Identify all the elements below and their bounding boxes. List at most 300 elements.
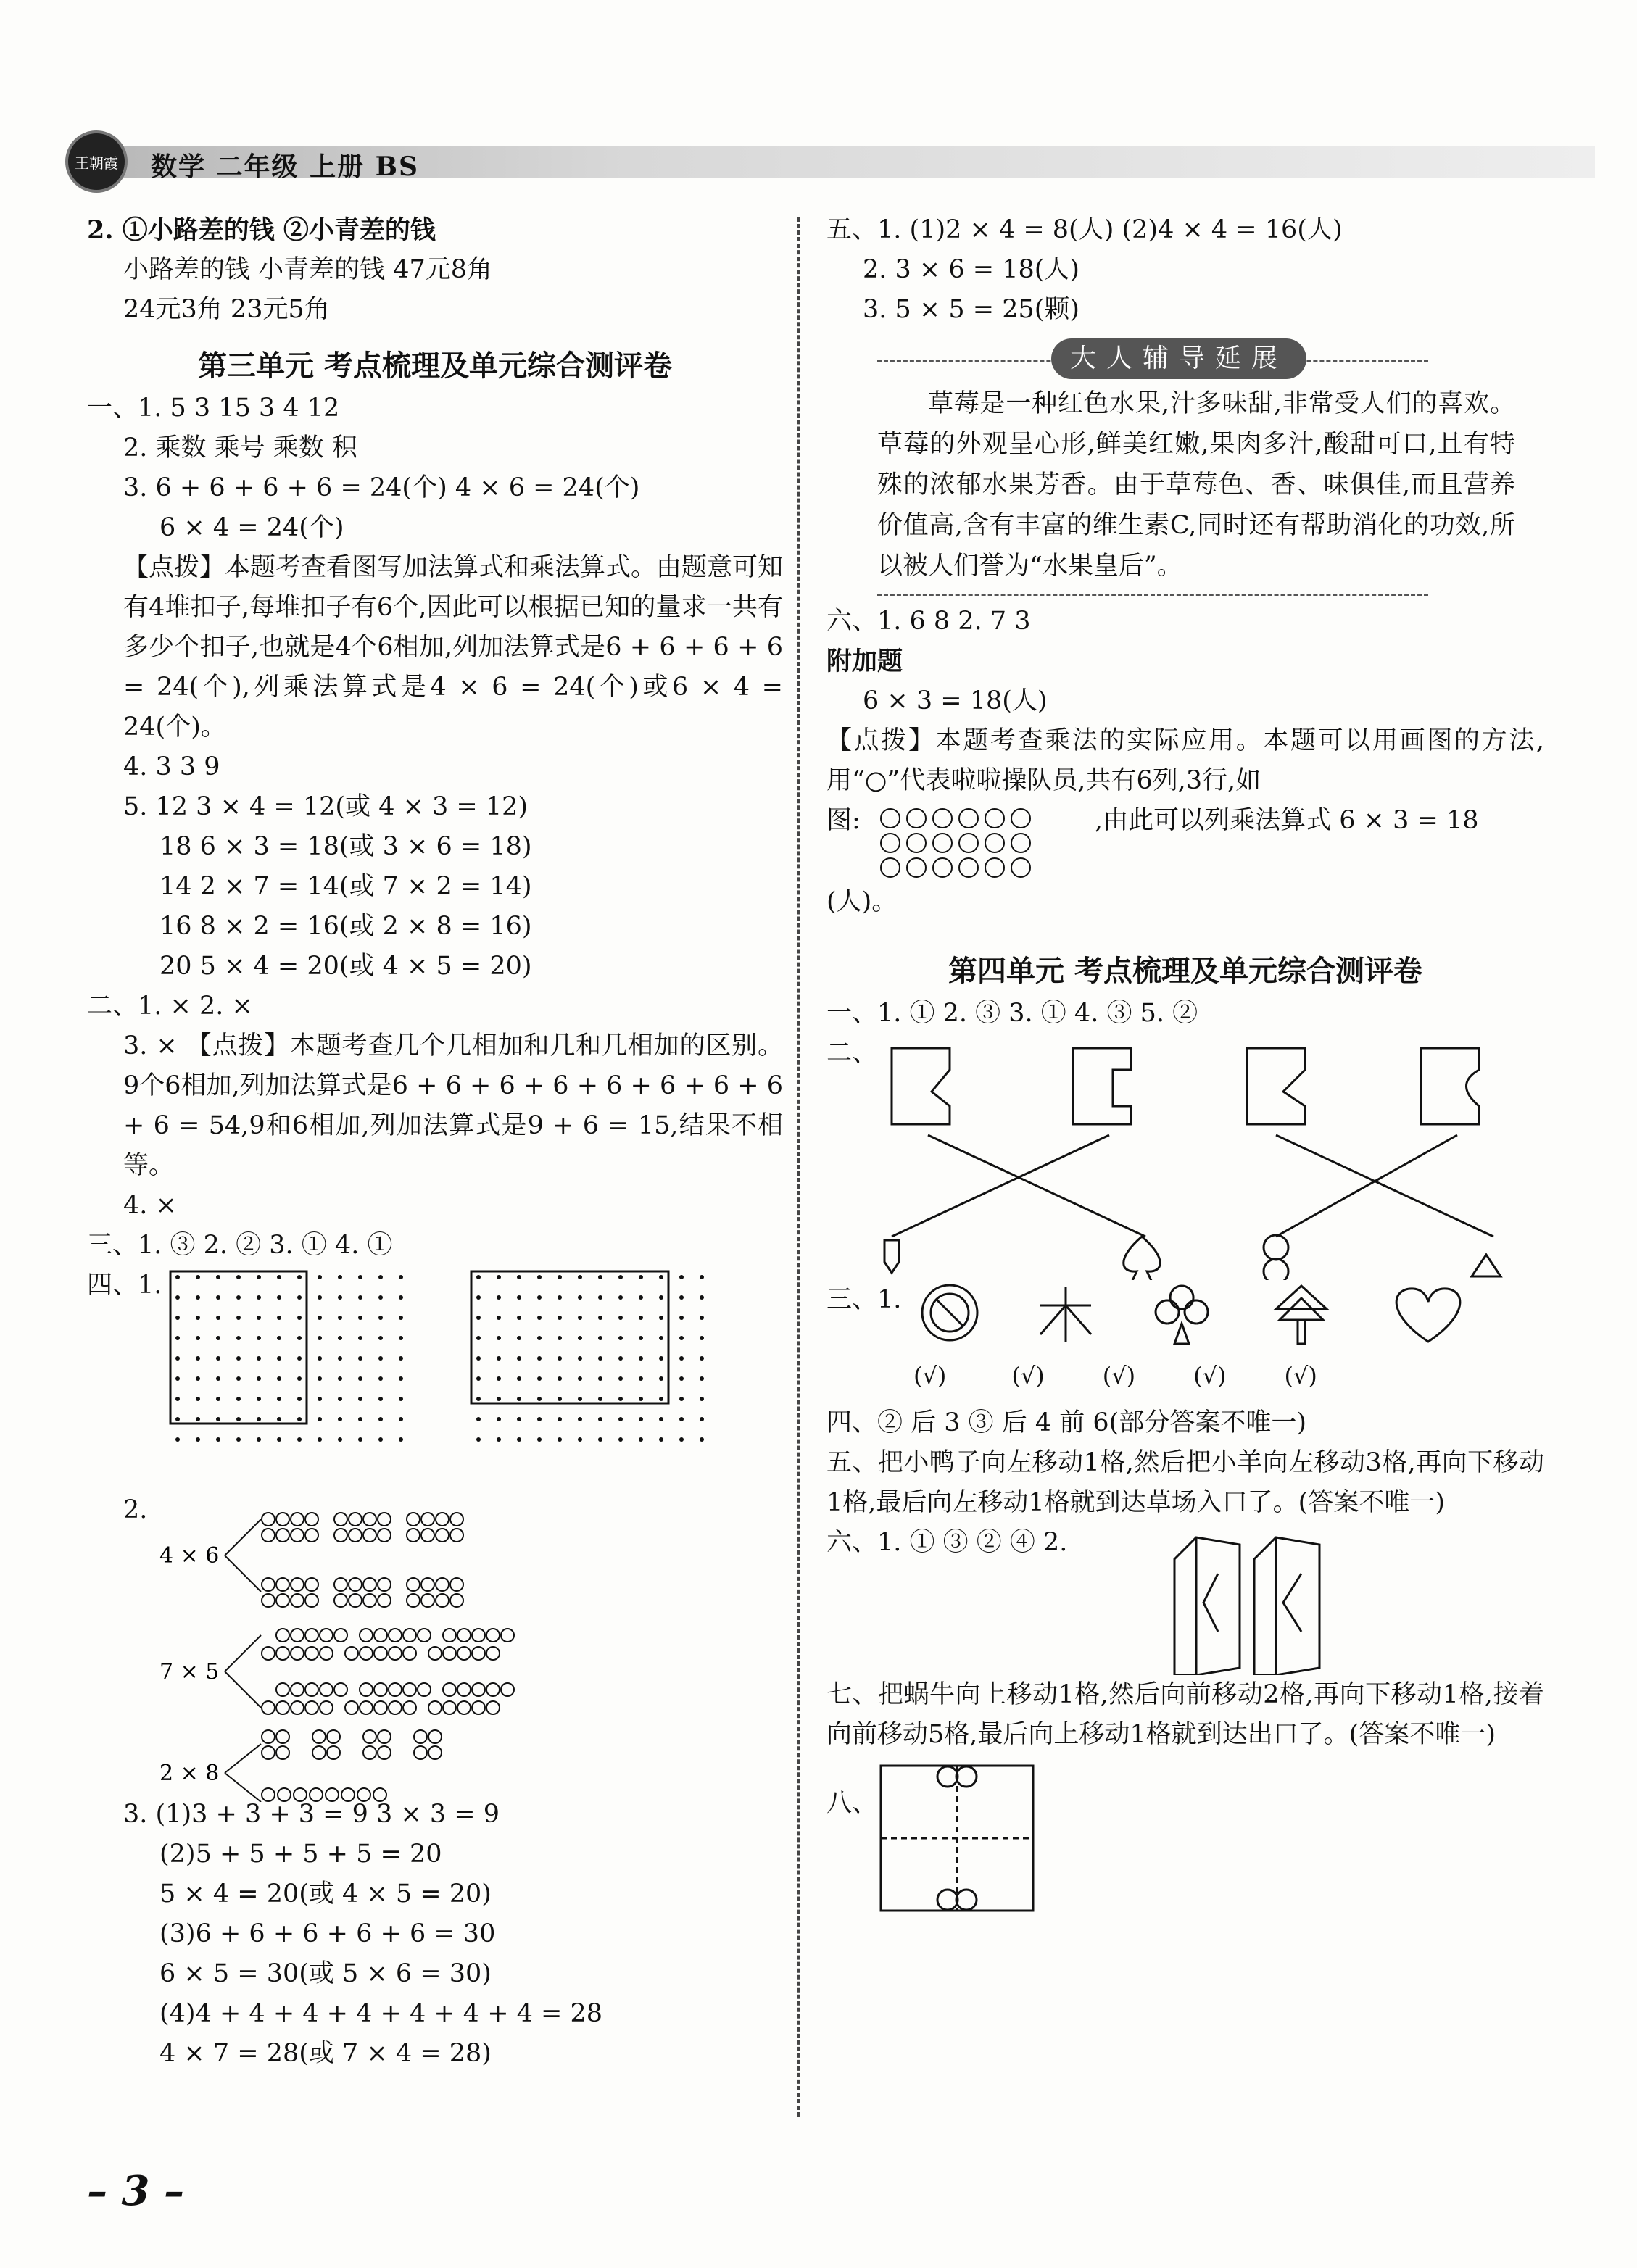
group-circle	[436, 1529, 449, 1542]
grid-dot	[618, 1397, 623, 1401]
group-circle	[291, 1701, 304, 1714]
answer-line: 2. 3 × 6 = 18(人)	[863, 255, 1080, 284]
group-circle	[357, 1788, 370, 1801]
group-circle	[403, 1629, 416, 1642]
group-circle	[345, 1701, 358, 1714]
group-circle	[472, 1683, 485, 1696]
grid-dot	[399, 1356, 403, 1361]
group-circle	[378, 1578, 391, 1591]
group-circle	[262, 1513, 275, 1526]
grid-dot	[679, 1376, 684, 1381]
grid-dot	[216, 1295, 220, 1300]
group-circle	[418, 1629, 431, 1642]
group-circle	[443, 1683, 456, 1696]
page-number: – 3 –	[87, 2167, 184, 2215]
grid-dot	[659, 1356, 663, 1361]
group-circle	[374, 1683, 387, 1696]
group-circle	[327, 1730, 340, 1743]
group-circle	[486, 1629, 500, 1642]
grid-dot	[497, 1397, 501, 1401]
grid-dot	[175, 1275, 180, 1279]
grid-dot	[598, 1397, 602, 1401]
group-circle	[436, 1578, 449, 1591]
grid-dot	[639, 1437, 643, 1442]
column-divider	[797, 217, 800, 2117]
grid-dot	[378, 1336, 383, 1340]
grid-dot	[578, 1316, 582, 1320]
grid-dot	[537, 1295, 542, 1300]
grid-dot	[476, 1397, 481, 1401]
answer-line: 四、② 后 3 ③ 后 4 前 6(部分答案不唯一)	[826, 1408, 1306, 1437]
grid-dot	[659, 1295, 663, 1300]
answer-line: 一、1. 5 3 15 3 4 12	[87, 394, 340, 423]
check-row	[913, 1356, 1317, 1396]
group-circle	[291, 1629, 304, 1642]
folded-sheet-cut-left	[1203, 1574, 1218, 1632]
grid-dot	[277, 1417, 281, 1421]
grid-dot	[338, 1316, 342, 1320]
tip-paragraph: 3. × 【点拨】本题考查几个几相加和几和几相加的区别。9个6相加,列加法算式是6 + 6 + 6 + 6 + 6 + 6 + 6 + 6 + 6 = 54,9和6相加,列加法算式是9 + 6 = 15,结果不相等。	[123, 1031, 783, 1180]
grid-dot	[257, 1397, 261, 1401]
group-circle	[334, 1683, 347, 1696]
group-circle	[312, 1746, 326, 1759]
grid-dot	[476, 1417, 481, 1421]
grid-dot	[196, 1356, 200, 1361]
folded-paper-diagram	[1167, 1530, 1356, 1675]
group-circle	[326, 1788, 339, 1801]
grid-dot	[297, 1275, 302, 1279]
circle-top-left	[937, 1766, 958, 1787]
branch-line	[225, 1519, 261, 1592]
group-circle	[276, 1594, 289, 1607]
heart-shape	[1396, 1289, 1460, 1342]
grid-dot	[175, 1417, 180, 1421]
grid-dot	[257, 1316, 261, 1320]
grid-dot	[537, 1275, 542, 1279]
grid-dot	[196, 1397, 200, 1401]
grid-dot	[297, 1316, 302, 1320]
grid-dot	[358, 1295, 362, 1300]
grid-dot	[517, 1316, 521, 1320]
grid-dot	[700, 1417, 704, 1421]
grid-dot	[578, 1275, 582, 1279]
grid-dot	[618, 1275, 623, 1279]
group-circle	[428, 1746, 442, 1759]
grid-dot	[318, 1295, 322, 1300]
circle-rows	[877, 805, 1095, 885]
grid-dot	[277, 1397, 281, 1401]
grid-dot	[639, 1397, 643, 1401]
cheer-circle	[1011, 809, 1030, 828]
grid-dot	[497, 1437, 501, 1442]
group-circle	[501, 1683, 514, 1696]
grid-dot	[399, 1417, 403, 1421]
grid-dot	[659, 1275, 663, 1279]
folded-sheet-left	[1174, 1537, 1240, 1675]
group-circle	[450, 1578, 463, 1591]
grid-dot	[196, 1376, 200, 1381]
answer-line: 16 8 × 2 = 16(或 2 × 8 = 16)	[159, 912, 532, 941]
group-circle	[407, 1578, 420, 1591]
group-circle	[428, 1701, 442, 1714]
grid-dot	[257, 1336, 261, 1340]
check-mark: (√)	[1193, 1362, 1227, 1390]
folded-sheet-cut-right	[1283, 1574, 1301, 1632]
grid-dot	[578, 1437, 582, 1442]
grid-dot	[358, 1417, 362, 1421]
group-circle	[436, 1513, 449, 1526]
grid-dot	[277, 1295, 281, 1300]
matching-diagram	[870, 1041, 1537, 1280]
grid-dot	[318, 1316, 322, 1320]
grid-dot	[517, 1376, 521, 1381]
cheer-circle	[985, 809, 1004, 828]
group-circle	[334, 1513, 347, 1526]
group-circle	[360, 1647, 373, 1660]
grid-dot	[378, 1397, 383, 1401]
grid-dot	[476, 1295, 481, 1300]
grid-dot	[700, 1316, 704, 1320]
group-circle	[407, 1594, 420, 1607]
group-circle	[450, 1513, 463, 1526]
cheer-circle	[907, 858, 926, 877]
group-circle	[450, 1594, 463, 1607]
grid-dot	[297, 1295, 302, 1300]
grid-dot	[618, 1356, 623, 1361]
group-circle	[291, 1529, 304, 1542]
page-number-value: 3	[121, 2167, 150, 2215]
group-circle	[443, 1701, 456, 1714]
match-line	[928, 1135, 1145, 1237]
group-circle	[262, 1746, 275, 1759]
extension-badge: 大人辅导延展	[1051, 338, 1306, 379]
grid-dot	[358, 1336, 362, 1340]
group-circle	[305, 1578, 318, 1591]
grid-dot	[517, 1275, 521, 1279]
grid-dot	[257, 1417, 261, 1421]
spade-shape	[1124, 1237, 1161, 1280]
group-circle	[428, 1647, 442, 1660]
group-circle	[276, 1629, 289, 1642]
expr-label: 2 × 8	[159, 1761, 220, 1786]
group-circle	[472, 1647, 485, 1660]
grid-dot	[558, 1336, 562, 1340]
group-circle	[457, 1647, 471, 1660]
answer-line: (4)4 + 4 + 4 + 4 + 4 + 4 + 4 = 28	[159, 1999, 603, 2028]
grid-dot	[679, 1437, 684, 1442]
group-circle	[378, 1746, 391, 1759]
answer-line: 5 × 4 = 20(或 4 × 5 = 20)	[159, 1879, 492, 1908]
grid-dot	[358, 1275, 362, 1279]
group-circle	[262, 1701, 275, 1714]
grid-dot	[700, 1295, 704, 1300]
group-circle	[262, 1647, 275, 1660]
grid-dot	[558, 1295, 562, 1300]
grid-dot	[175, 1376, 180, 1381]
logo-text: 王朝霞	[75, 154, 118, 172]
grid-dot	[378, 1316, 383, 1320]
cheer-circle	[985, 858, 1004, 877]
grid-dot	[338, 1417, 342, 1421]
grid-dot	[236, 1356, 241, 1361]
figure-eight-top	[1264, 1235, 1288, 1260]
group-circle	[486, 1683, 500, 1696]
group-circle	[374, 1629, 387, 1642]
left-column	[87, 210, 783, 2074]
grid-dot	[497, 1316, 501, 1320]
grid-dot	[497, 1376, 501, 1381]
group-circle	[457, 1629, 471, 1642]
group-circle	[291, 1578, 304, 1591]
circle-top-right	[956, 1766, 977, 1787]
group-circle	[457, 1683, 471, 1696]
answer-line: 4 × 7 = 28(或 7 × 4 = 28)	[159, 2039, 492, 2068]
answer-line: 3. 5 × 5 = 25(颗)	[863, 295, 1080, 324]
grid-dot	[558, 1376, 562, 1381]
group-circle	[310, 1788, 323, 1801]
group-circle	[334, 1629, 347, 1642]
grid-dot	[338, 1356, 342, 1361]
check-mark: (√)	[913, 1362, 947, 1390]
group-circle	[443, 1647, 456, 1660]
group-circle	[407, 1513, 420, 1526]
group-circle	[421, 1513, 434, 1526]
grid-dot	[297, 1356, 302, 1361]
group-circle	[378, 1730, 391, 1743]
grid-dot	[277, 1316, 281, 1320]
grid-dot	[618, 1437, 623, 1442]
shape-cut-left	[892, 1048, 950, 1124]
answer-line: 20 5 × 4 = 20(或 4 × 5 = 20)	[159, 952, 532, 981]
match-line	[1276, 1135, 1457, 1237]
answer-line: 6 × 4 = 24(个)	[159, 513, 344, 542]
group-circle	[363, 1730, 376, 1743]
grid-dot	[700, 1336, 704, 1340]
grid-dot	[558, 1275, 562, 1279]
grid-dot	[558, 1397, 562, 1401]
group-circle	[486, 1701, 500, 1714]
grid-dot	[257, 1295, 261, 1300]
group-circle	[443, 1629, 456, 1642]
group-circle	[291, 1683, 304, 1696]
group-circle	[312, 1730, 326, 1743]
grid-dot	[196, 1417, 200, 1421]
grid-dot	[297, 1417, 302, 1421]
grid-dot	[558, 1356, 562, 1361]
group-circle	[421, 1594, 434, 1607]
grid-dot	[277, 1356, 281, 1361]
grid-dot	[659, 1316, 663, 1320]
grid-dot	[257, 1275, 261, 1279]
answer-line: 图:	[826, 806, 861, 835]
group-circle	[389, 1701, 402, 1714]
grid-dot	[578, 1397, 582, 1401]
grid-dot	[578, 1417, 582, 1421]
tree-arrow-shape	[1276, 1286, 1327, 1344]
group-circle	[262, 1529, 275, 1542]
group-circle	[378, 1529, 391, 1542]
grid-dot	[236, 1417, 241, 1421]
answer-line: 四、1.	[87, 1271, 162, 1300]
group-circle	[360, 1701, 373, 1714]
group-circle	[341, 1788, 355, 1801]
grid-dot	[277, 1275, 281, 1279]
grid-dot	[618, 1295, 623, 1300]
grid-dot	[338, 1336, 342, 1340]
dot-grids	[167, 1270, 718, 1487]
grid-dot	[216, 1417, 220, 1421]
group-circle	[305, 1701, 318, 1714]
answer-paragraph: 五、把小鸭子向左移动1格,然后把小羊向左移动3格,再向下移动1格,最后向左移动1格就到达草场入口了。(答案不唯一)	[826, 1448, 1544, 1517]
grid-dot	[358, 1316, 362, 1320]
grid-dot	[497, 1295, 501, 1300]
grid-dot	[175, 1336, 180, 1340]
grid-dot	[277, 1437, 281, 1442]
fold-figure	[826, 1523, 1544, 1675]
grid-dot	[578, 1356, 582, 1361]
group-circle	[373, 1788, 386, 1801]
grid-dot	[700, 1275, 704, 1279]
grid-dot	[378, 1417, 383, 1421]
grid-dot	[679, 1397, 684, 1401]
group-circle	[345, 1647, 358, 1660]
grid-dot	[497, 1275, 501, 1279]
group-circle	[363, 1594, 376, 1607]
grid-dot	[517, 1356, 521, 1361]
group-circle	[418, 1683, 431, 1696]
group-circle	[403, 1701, 416, 1714]
group-circle	[276, 1746, 289, 1759]
cheer-circle	[933, 858, 952, 877]
group-circle	[276, 1647, 289, 1660]
matching-figure	[826, 1034, 1544, 1280]
grid-dot	[297, 1437, 302, 1442]
grid-dot	[659, 1397, 663, 1401]
group-circle	[276, 1513, 289, 1526]
grid-dot	[236, 1316, 241, 1320]
grid-dot	[378, 1376, 383, 1381]
grid-dot	[598, 1376, 602, 1381]
grid-dot	[175, 1397, 180, 1401]
tip-paragraph: 【点拨】本题考查看图写加法算式和乘法算式。由题意可知有4堆扣子,每堆扣子有6个,因此可以根据已知的量求一共有多少个扣子,也就是4个6相加,列加法算式是6 + 6 + 6 + 6 = 24(个),列乘法算式是4 × 6 = 24(个)或6 × 4 = 24(个)。	[123, 553, 784, 742]
group-circle	[327, 1746, 340, 1759]
group-circle	[363, 1746, 376, 1759]
match-line	[1276, 1135, 1493, 1237]
grid-dot	[378, 1275, 383, 1279]
check-mark: (√)	[1102, 1362, 1136, 1390]
grid-dot	[558, 1437, 562, 1442]
grid-dot	[618, 1316, 623, 1320]
group-circle	[334, 1594, 347, 1607]
group-circle	[262, 1730, 275, 1743]
group-circle	[378, 1513, 391, 1526]
expr-label: 7 × 5	[159, 1659, 220, 1685]
grid-dot	[639, 1417, 643, 1421]
group-circle	[349, 1529, 362, 1542]
grid-dot	[318, 1336, 322, 1340]
grid-dot	[700, 1437, 704, 1442]
cheer-circle	[881, 809, 900, 828]
cheer-circle	[959, 809, 978, 828]
figure-eight-bottom	[1264, 1259, 1288, 1280]
grid-dot	[318, 1275, 322, 1279]
answer-line: 14 2 × 7 = 14(或 7 × 2 = 14)	[159, 872, 532, 901]
group-circle	[276, 1730, 289, 1743]
unit4-title: 第四单元 考点梳理及单元综合测评卷	[948, 954, 1422, 988]
group-circle	[389, 1629, 402, 1642]
extension-title	[826, 336, 1544, 383]
answer-line: 3. (1)3 + 3 + 3 = 9 3 × 3 = 9	[123, 1800, 500, 1829]
group-circle	[276, 1529, 289, 1542]
grid-dot	[236, 1295, 241, 1300]
grid-dot	[338, 1275, 342, 1279]
folded-sheet-right	[1254, 1537, 1319, 1675]
answer-line: 4. ×	[123, 1191, 177, 1220]
group-circle	[349, 1513, 362, 1526]
group-circle	[436, 1594, 449, 1607]
extra-title: 附加题	[826, 647, 903, 676]
cheer-circle	[985, 834, 1004, 852]
grid-dot	[598, 1417, 602, 1421]
answer-line: 八、	[826, 1789, 878, 1818]
cheer-circle	[933, 834, 952, 852]
grid-dot	[338, 1376, 342, 1381]
grid-dot	[216, 1336, 220, 1340]
grid-dot	[236, 1336, 241, 1340]
triangle-shape	[1472, 1255, 1501, 1276]
grid-dot	[476, 1275, 481, 1279]
grid-dot	[277, 1376, 281, 1381]
grid-dot	[175, 1437, 180, 1442]
grid-dot	[476, 1336, 481, 1340]
grid-dot	[497, 1356, 501, 1361]
group-circle	[262, 1594, 275, 1607]
group-circle	[389, 1683, 402, 1696]
club-shape	[1156, 1286, 1208, 1344]
group-circle	[403, 1647, 416, 1660]
grid-dot	[700, 1376, 704, 1381]
group-circle	[291, 1647, 304, 1660]
group-circle	[334, 1578, 347, 1591]
dot-grid-figure	[87, 1266, 783, 1483]
grid-dot	[679, 1275, 684, 1279]
no-entry-sign-bar	[937, 1300, 963, 1326]
group-circle	[278, 1788, 291, 1801]
group-circle	[262, 1788, 275, 1801]
grid-dot	[497, 1417, 501, 1421]
grid-dot	[318, 1417, 322, 1421]
grid-dot	[476, 1316, 481, 1320]
group-circle	[305, 1594, 318, 1607]
group-circle	[389, 1647, 402, 1660]
pencil-tip-shape	[884, 1240, 899, 1273]
grid-dot	[399, 1336, 403, 1340]
group-circle	[276, 1701, 289, 1714]
grid-dot	[578, 1336, 582, 1340]
grid-dot	[537, 1356, 542, 1361]
answer-line: (3)6 + 6 + 6 + 6 + 6 = 30	[159, 1919, 496, 1948]
group-circle	[374, 1647, 387, 1660]
grid-dot	[257, 1356, 261, 1361]
circle-bottom-left	[937, 1890, 958, 1910]
answer-line: 六、1. ① ③ ② ④ 2.	[826, 1528, 1068, 1557]
group-circle	[403, 1683, 416, 1696]
branch-line	[225, 1635, 261, 1708]
grid-dot	[700, 1356, 704, 1361]
grid-dot	[318, 1397, 322, 1401]
grid-dot	[659, 1417, 663, 1421]
answer-line: 三、1. ③ 2. ② 3. ① 4. ①	[87, 1231, 393, 1260]
